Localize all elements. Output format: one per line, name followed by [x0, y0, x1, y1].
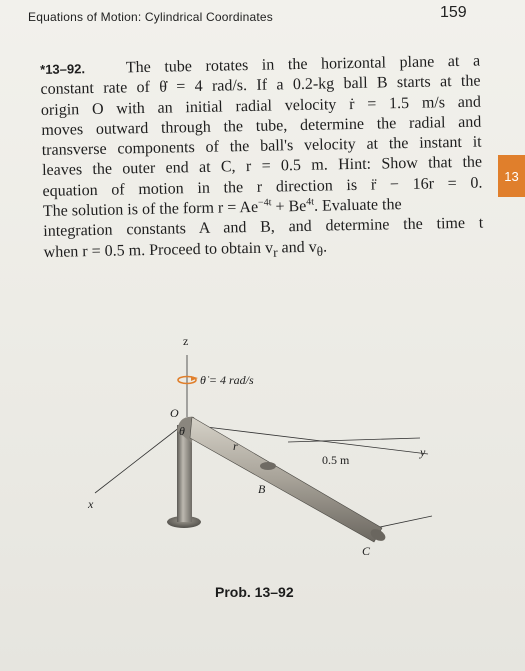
final-line-text: when r = 0.5 m. Proceed to obtain v: [43, 239, 274, 261]
problem-line-6: leaves the outer end at C, r = 0.5 m. Hint: Show that the: [41, 154, 483, 180]
exponent-positive: 4t: [306, 196, 315, 208]
running-head: Equations of Motion: Cylindrical Coordinates: [28, 10, 273, 24]
problem-line-3: origin O with an initial radial velocity ṙ = 1.5 m/s and: [40, 93, 482, 119]
x-axis-line: [95, 427, 180, 493]
dimension-ext-bottom: [380, 516, 432, 527]
problem-statement: [40, 52, 484, 268]
final-period: .: [322, 238, 328, 256]
dimension-ext-top: [288, 438, 420, 442]
label-z: z: [183, 334, 189, 348]
figure-caption: Prob. 13–92: [215, 584, 294, 600]
problem-line-2: constant rate of θ̇ = 4 rad/s. If a 0.2-kg ball B starts at the: [40, 72, 481, 99]
problem-number: *13–92.: [40, 61, 86, 77]
label-origin: O: [170, 406, 179, 420]
exponent-negative: −4t: [257, 197, 272, 209]
problem-line-1-text: The tube rotates in the horizontal plane at a: [125, 52, 481, 77]
solution-form-mid: + Be: [271, 197, 307, 216]
label-y: y: [420, 445, 426, 459]
chapter-tab-label: 13: [504, 168, 519, 184]
problem-line-7: equation of motion in the r direction is r̈ − 16r = 0.: [42, 174, 483, 200]
rotation-arrow-icon: [178, 376, 198, 384]
problem-line-5: transverse components of the ball's velocity at the instant it: [41, 133, 482, 160]
label-b: B: [258, 482, 266, 496]
page-number: 159: [440, 4, 467, 21]
subscript-theta: θ: [316, 243, 324, 259]
ball-b: [260, 462, 276, 470]
label-r: r: [233, 439, 238, 453]
chapter-tab: [498, 155, 525, 197]
horizontal-tube: [190, 417, 382, 542]
label-distance: 0.5 m: [322, 453, 350, 467]
problem-line-4: moves outward through the tube, determine the radial and: [41, 113, 482, 139]
solution-form-end: . Evaluate the: [313, 196, 402, 215]
label-angular-rate: θ̇ = 4 rad/s: [200, 373, 254, 387]
solution-form-text: The solution is of the form r = Ae: [42, 198, 259, 221]
label-theta: θ: [179, 424, 185, 438]
subscript-r: r: [273, 244, 278, 260]
label-x: x: [88, 497, 94, 511]
label-c: C: [362, 544, 371, 558]
problem-line-9: integration constants A and B, and determine the time t: [43, 214, 484, 241]
final-line-and: and v: [281, 238, 317, 257]
tube-figure: [60, 325, 460, 575]
